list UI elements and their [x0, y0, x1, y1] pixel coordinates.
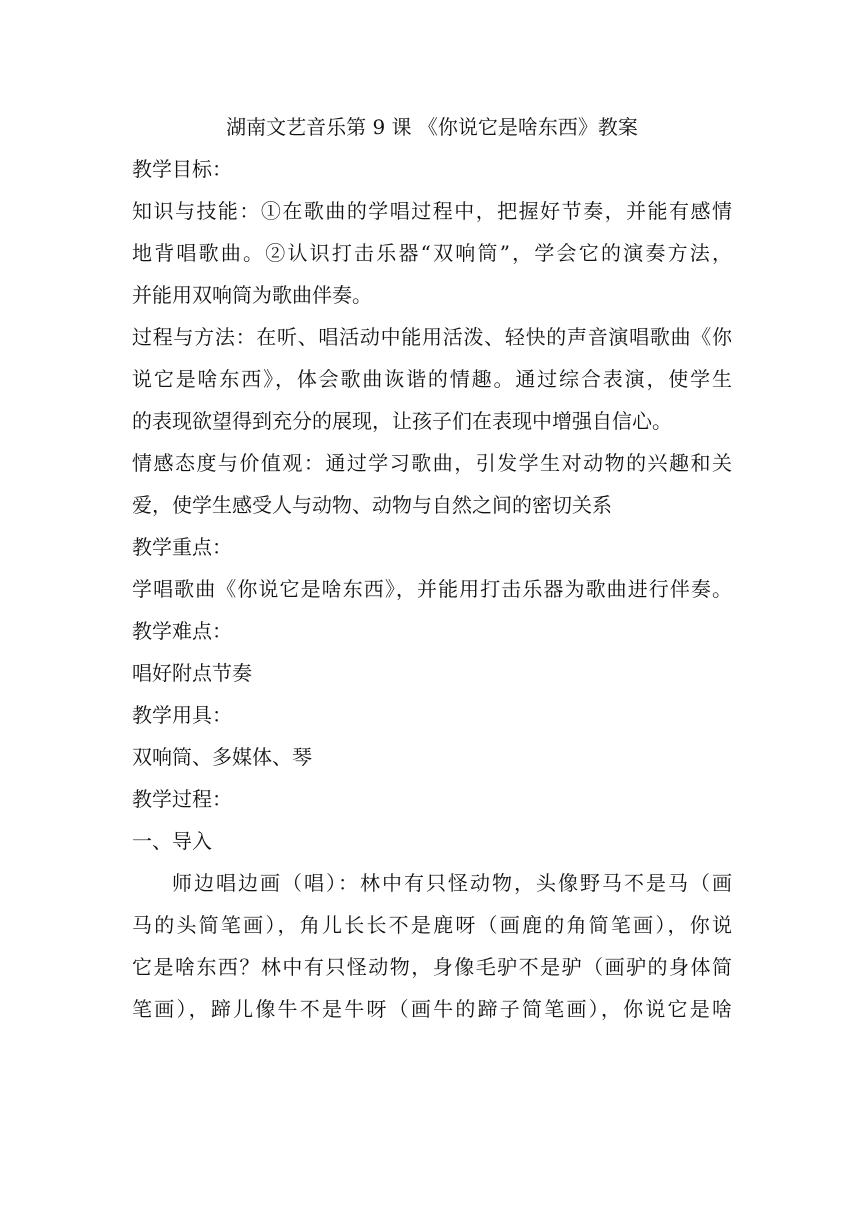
heading-key-points: 教学重点：	[132, 535, 232, 559]
paragraph-line: 情感态度与价值观：通过学习歌曲，引发学生对动物的兴趣和关	[132, 451, 732, 475]
heading-teaching-tools: 教学用具：	[132, 703, 232, 727]
paragraph-line: 地背唱歌曲。②认识打击乐器“双响筒”，学会它的演奏方法，	[132, 241, 732, 265]
section-heading-intro: 一、导入	[132, 829, 212, 853]
paragraph-line: 学唱歌曲《你说它是啥东西》，并能用打击乐器为歌曲进行伴奏。	[132, 577, 732, 601]
heading-difficulties: 教学难点：	[132, 619, 232, 643]
paragraph-line: 知识与技能：①在歌曲的学唱过程中，把握好节奏，并能有感情	[132, 199, 732, 223]
paragraph-line: 师边唱边画（唱）：林中有只怪动物，头像野马不是马（画	[172, 871, 732, 895]
document-title: 湖南文艺音乐第 9 课 《你说它是啥东西》教案	[226, 115, 638, 139]
heading-teaching-process: 教学过程：	[132, 787, 232, 811]
paragraph-line: 双响筒、多媒体、琴	[132, 745, 312, 769]
paragraph-line: 笔画），蹄儿像牛不是牛呀（画牛的蹄子简笔画），你说它是啥	[132, 997, 732, 1021]
paragraph-line: 马的头简笔画），角儿长长不是鹿呀（画鹿的角简笔画），你说	[132, 913, 732, 937]
paragraph-line: 说它是啥东西》，体会歌曲诙谐的情趣。通过综合表演，使学生	[132, 367, 732, 391]
heading-teaching-goals: 教学目标：	[132, 157, 232, 181]
paragraph-line: 过程与方法：在听、唱活动中能用活泼、轻快的声音演唱歌曲《你	[132, 325, 732, 349]
paragraph-line: 唱好附点节奏	[132, 661, 252, 685]
paragraph-line: 的表现欲望得到充分的展现，让孩子们在表现中增强自信心。	[132, 409, 672, 433]
paragraph-line: 并能用双响筒为歌曲伴奏。	[132, 283, 372, 307]
paragraph-line: 它是啥东西？林中有只怪动物，身像毛驴不是驴（画驴的身体简	[132, 955, 732, 979]
document-body	[132, 106, 732, 1030]
paragraph-line: 爱，使学生感受人与动物、动物与自然之间的密切关系	[132, 493, 612, 517]
